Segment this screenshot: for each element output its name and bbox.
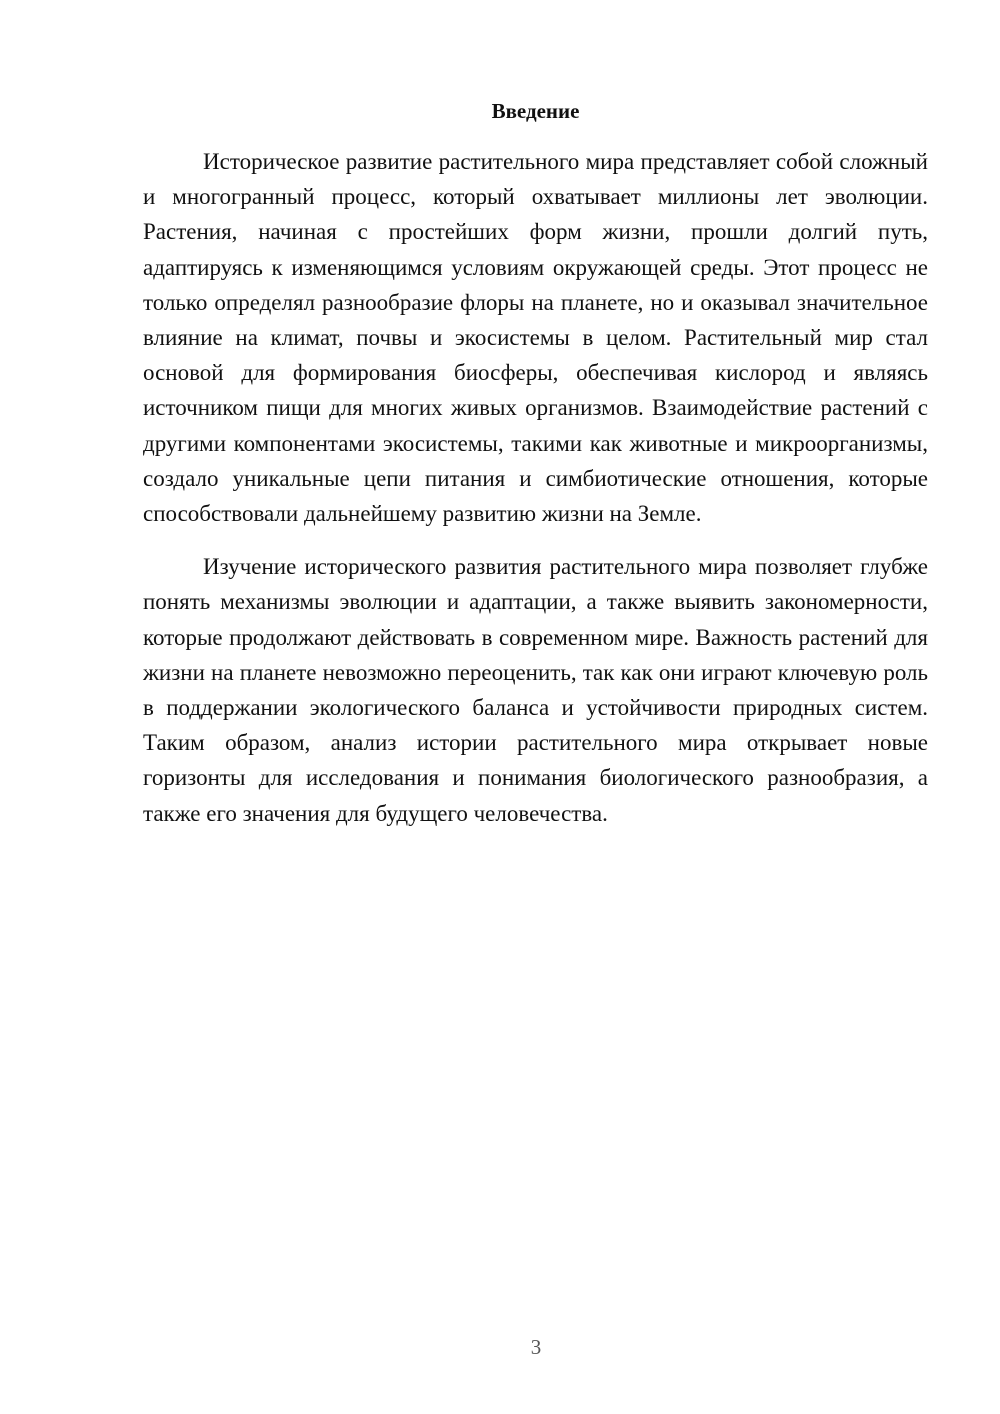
- page-content: [143, 96, 928, 831]
- paragraph-1: Историческое развитие растительного мира представляет собой сложный и многогранный процесс, который охватывает миллионы лет эволюции. Растения, начиная с простейших форм жизни, прошли долгий путь, адаптируясь к изменяющимся условиям окружающей среды. Этот процесс не только определял разнообразие флоры на планете, но и оказывал значительное влияние на климат, почвы и экосистемы в целом. Растительный мир стал основой для формирования биосферы, обеспечивая кислород и являясь источником пищи для многих живых организмов. Взаимодействие растений с другими компонентами экосистемы, такими как животные и микроорганизмы, создало уникальные цепи питания и симбиотические отношения, которые способствовали дальнейшему развитию жизни на Земле.: [143, 149, 928, 527]
- paragraph-2: Изучение исторического развития растительного мира позволяет глубже понять механизмы эволюции и адаптации, а также выявить закономерности, которые продолжают действовать в современном мире. Важность растений для жизни на планете невозможно переоценить, так как они играют ключевую роль в поддержании экологического баланса и устойчивости природных систем. Таким образом, анализ истории растительного мира открывает новые горизонты для исследования и понимания биологического разнообразия, а также его значения для будущего человечества.: [143, 554, 928, 826]
- section-heading: Введение: [491, 99, 580, 123]
- page-number: 3: [530, 1335, 542, 1359]
